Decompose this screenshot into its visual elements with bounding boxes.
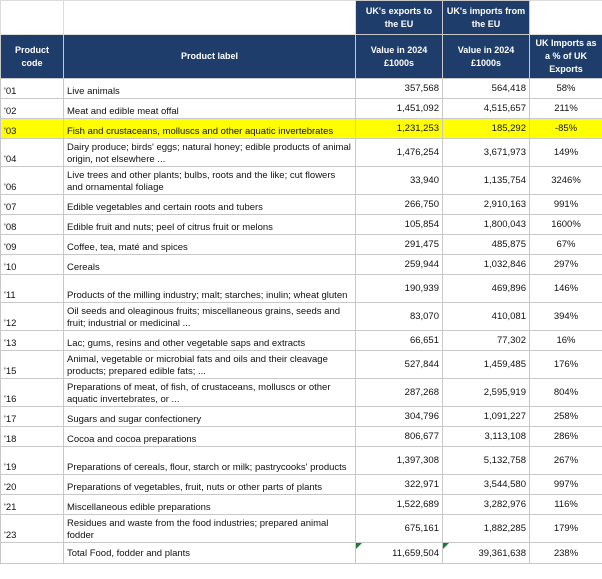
table-row (1, 99, 602, 119)
row-imports: 1,800,043 (443, 215, 530, 235)
row-label: Edible fruit and nuts; peel of citrus fruit or melons (64, 215, 356, 235)
table-row (1, 331, 602, 351)
row-pct: 1600% (530, 215, 602, 235)
row-pct: 16% (530, 331, 602, 351)
row-imports: 410,081 (443, 303, 530, 331)
exports-value-header: Value in 2024 £1000s (356, 35, 443, 79)
row-pct: 146% (530, 275, 602, 303)
row-imports: 564,418 (443, 79, 530, 99)
row-pct: 3246% (530, 167, 602, 195)
row-label: Preparations of meat, of fish, of crustaceans, molluscs or other aquatic invertebrates, or ... (64, 379, 356, 407)
row-label: Dairy produce; birds' eggs; natural honey; edible products of animal origin, not elsewhere ... (64, 139, 356, 167)
row-code: '08 (1, 215, 64, 235)
table-row (1, 407, 602, 427)
table-row (1, 447, 602, 475)
row-code: '19 (1, 447, 64, 475)
row-imports: 1,882,285 (443, 515, 530, 543)
row-label: Preparations of cereals, flour, starch or milk; pastrycooks' products (64, 447, 356, 475)
row-label: Preparations of vegetables, fruit, nuts or other parts of plants (64, 475, 356, 495)
total-imports: 39,361,638 (443, 543, 530, 564)
row-code: '21 (1, 495, 64, 515)
row-label: Sugars and sugar confectionery (64, 407, 356, 427)
row-code: '07 (1, 195, 64, 215)
product-label-header: Product label (64, 35, 356, 79)
row-imports: 5,132,758 (443, 447, 530, 475)
row-imports: 469,896 (443, 275, 530, 303)
row-exports: 1,476,254 (356, 139, 443, 167)
row-pct: 991% (530, 195, 602, 215)
row-pct: 67% (530, 235, 602, 255)
total-row (1, 543, 602, 564)
table-row (1, 427, 602, 447)
row-imports: 3,113,108 (443, 427, 530, 447)
row-exports: 266,750 (356, 195, 443, 215)
row-imports: 1,135,754 (443, 167, 530, 195)
row-imports: 185,292 (443, 119, 530, 139)
table-row (1, 275, 602, 303)
row-imports: 1,032,846 (443, 255, 530, 275)
row-label: Miscellaneous edible preparations (64, 495, 356, 515)
row-label: Animal, vegetable or microbial fats and oils and their cleavage products; prepared edible fats; ... (64, 351, 356, 379)
row-label: Coffee, tea, maté and spices (64, 235, 356, 255)
row-imports: 1,459,485 (443, 351, 530, 379)
product-code-header: Product code (1, 35, 64, 79)
table-row (1, 139, 602, 167)
table-row (1, 495, 602, 515)
table-row (1, 475, 602, 495)
row-code: '02 (1, 99, 64, 119)
row-code: '15 (1, 351, 64, 379)
table-row (1, 167, 602, 195)
row-pct: 297% (530, 255, 602, 275)
row-code: '11 (1, 275, 64, 303)
imports-group-header: UK's imports from the EU (443, 1, 530, 35)
row-code: '17 (1, 407, 64, 427)
row-exports: 806,677 (356, 427, 443, 447)
row-exports: 322,971 (356, 475, 443, 495)
row-pct: 58% (530, 79, 602, 99)
row-pct: 179% (530, 515, 602, 543)
blank-label-top (64, 1, 356, 35)
row-code: '10 (1, 255, 64, 275)
row-code: '03 (1, 119, 64, 139)
table-row (1, 119, 602, 139)
row-exports: 1,397,308 (356, 447, 443, 475)
row-imports: 3,671,973 (443, 139, 530, 167)
row-label: Live animals (64, 79, 356, 99)
row-exports: 259,944 (356, 255, 443, 275)
total-pct: 238% (530, 543, 602, 564)
row-code: '18 (1, 427, 64, 447)
row-label: Products of the milling industry; malt; starches; inulin; wheat gluten (64, 275, 356, 303)
row-pct: 267% (530, 447, 602, 475)
table-row (1, 195, 602, 215)
table-row (1, 515, 602, 543)
table-row (1, 255, 602, 275)
total-exports: 11,659,504 (356, 543, 443, 564)
row-exports: 105,854 (356, 215, 443, 235)
table-row (1, 379, 602, 407)
row-exports: 83,070 (356, 303, 443, 331)
total-label: Total Food, fodder and plants (64, 543, 356, 564)
imports-value-header: Value in 2024 £1000s (443, 35, 530, 79)
pct-header: UK Imports as a % of UK Exports (530, 35, 602, 79)
row-imports: 485,875 (443, 235, 530, 255)
row-exports: 190,939 (356, 275, 443, 303)
row-label: Meat and edible meat offal (64, 99, 356, 119)
row-code: '04 (1, 139, 64, 167)
table-row (1, 79, 602, 99)
row-imports: 2,595,919 (443, 379, 530, 407)
row-imports: 77,302 (443, 331, 530, 351)
row-pct: 149% (530, 139, 602, 167)
row-label: Cocoa and cocoa preparations (64, 427, 356, 447)
row-label: Fish and crustaceans, molluscs and other aquatic invertebrates (64, 119, 356, 139)
row-code: '09 (1, 235, 64, 255)
row-code: '13 (1, 331, 64, 351)
row-exports: 291,475 (356, 235, 443, 255)
table-row (1, 303, 602, 331)
blank-pct-top (530, 1, 602, 35)
exports-group-header: UK's exports to the EU (356, 1, 443, 35)
row-imports: 3,282,976 (443, 495, 530, 515)
row-exports: 1,522,689 (356, 495, 443, 515)
row-exports: 1,231,253 (356, 119, 443, 139)
row-pct: 997% (530, 475, 602, 495)
row-label: Oil seeds and oleaginous fruits; miscellaneous grains, seeds and fruit; industrial or medicinal ... (64, 303, 356, 331)
total-code (1, 543, 64, 564)
row-label: Cereals (64, 255, 356, 275)
row-pct: 211% (530, 99, 602, 119)
table-row (1, 235, 602, 255)
row-code: '06 (1, 167, 64, 195)
row-pct: 286% (530, 427, 602, 447)
row-exports: 66,651 (356, 331, 443, 351)
row-imports: 2,910,163 (443, 195, 530, 215)
row-imports: 3,544,580 (443, 475, 530, 495)
row-code: '20 (1, 475, 64, 495)
table-row (1, 215, 602, 235)
row-imports: 4,515,657 (443, 99, 530, 119)
row-label: Edible vegetables and certain roots and tubers (64, 195, 356, 215)
row-exports: 357,568 (356, 79, 443, 99)
table-row (1, 351, 602, 379)
blank-corner (1, 1, 64, 35)
row-label: Residues and waste from the food industries; prepared animal fodder (64, 515, 356, 543)
row-imports: 1,091,227 (443, 407, 530, 427)
row-pct: -85% (530, 119, 602, 139)
row-code: '23 (1, 515, 64, 543)
row-code: '01 (1, 79, 64, 99)
row-exports: 675,161 (356, 515, 443, 543)
row-pct: 258% (530, 407, 602, 427)
row-exports: 304,796 (356, 407, 443, 427)
row-code: '16 (1, 379, 64, 407)
row-exports: 527,844 (356, 351, 443, 379)
row-exports: 1,451,092 (356, 99, 443, 119)
row-pct: 116% (530, 495, 602, 515)
row-code: '12 (1, 303, 64, 331)
row-pct: 394% (530, 303, 602, 331)
row-exports: 287,268 (356, 379, 443, 407)
row-label: Lac; gums, resins and other vegetable saps and extracts (64, 331, 356, 351)
row-pct: 804% (530, 379, 602, 407)
row-exports: 33,940 (356, 167, 443, 195)
row-label: Live trees and other plants; bulbs, roots and the like; cut flowers and ornamental foliage (64, 167, 356, 195)
row-pct: 176% (530, 351, 602, 379)
